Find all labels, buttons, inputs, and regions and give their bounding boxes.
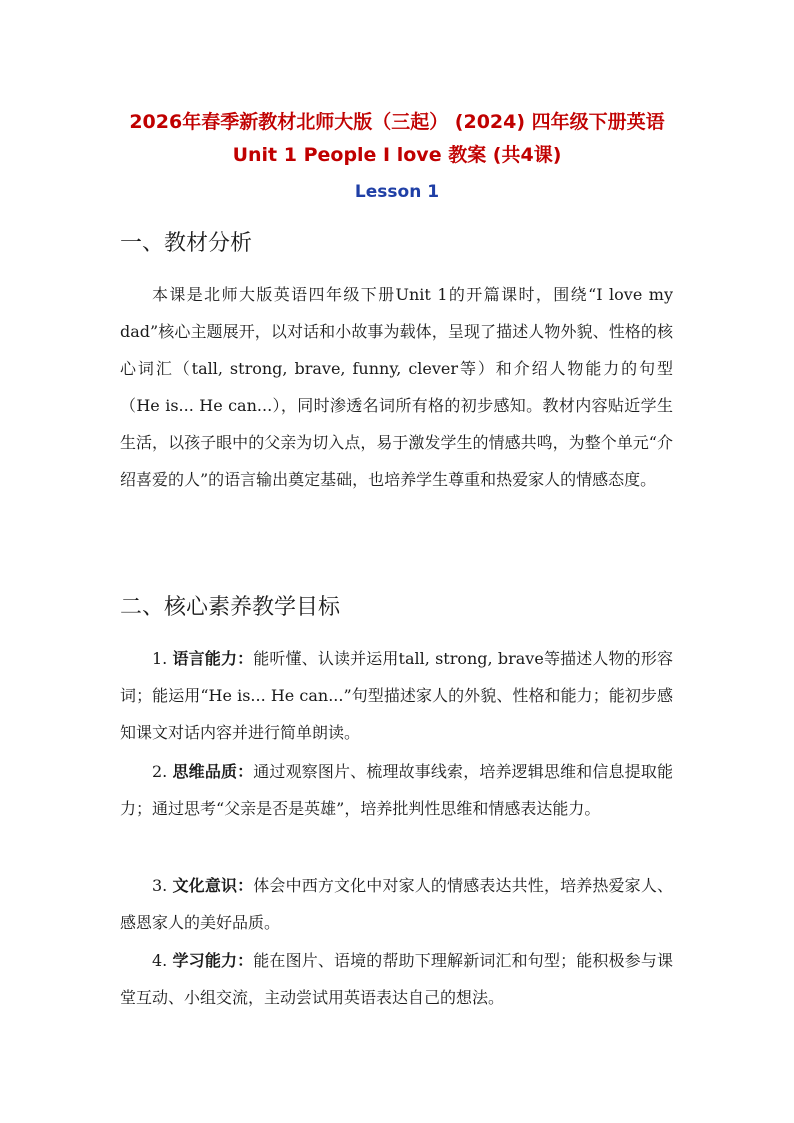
section-heading-textbook-analysis: 一、教材分析 <box>120 231 253 256</box>
objective-label: 文化意识： <box>172 876 254 895</box>
objective-item <box>120 867 673 941</box>
objective-text: 能听懂、认读并运用tall, strong, brave等描述人物的形容词；能运用“He is... He can...”句型描述家人的外貌、性格和能力；能初步感知课文对话内容并进行简单朗读。 <box>120 649 673 742</box>
objective-number: 4. <box>152 951 168 970</box>
objective-label: 学习能力： <box>172 951 254 970</box>
objective-item <box>120 753 673 827</box>
objective-text: 通过观察图片、梳理故事线索，培养逻辑思维和信息提取能力；通过思考“父亲是否是英雄”，培养批判性思维和情感表达能力。 <box>120 762 673 818</box>
objective-label: 语言能力： <box>172 649 254 668</box>
objective-number: 2. <box>152 762 168 781</box>
objective-label: 思维品质： <box>172 762 254 781</box>
objective-item <box>120 942 673 1016</box>
textbook-analysis-paragraph: 本课是北师大版英语四年级下册Unit 1的开篇课时，围绕“I love my dad”核心主题展开，以对话和小故事为载体，呈现了描述人物外貌、性格的核心词汇（tall, strong, brave, funny, clever等）和介绍人物能力的句型（He is... He can...），同时渗透名词所有格的初步感知。教材内容贴近学生生活，以孩子眼中的父亲为切入点，易于激发学生的情感共鸣，为整个单元“介绍喜爱的人”的语言输出奠定基础，也培养学生尊重和热爱家人的情感态度。 <box>120 285 673 489</box>
lesson-heading: Lesson 1 <box>354 182 440 202</box>
objective-number: 1. <box>152 649 168 668</box>
section-heading-teaching-objectives: 二、核心素养教学目标 <box>120 595 341 620</box>
document-title-line-2: Unit 1 People I love 教案 (共4课) <box>232 144 562 166</box>
objective-text: 体会中西方文化中对家人的情感表达共性，培养热爱家人、感恩家人的美好品质。 <box>120 876 673 932</box>
objective-text: 能在图片、语境的帮助下理解新词汇和句型；能积极参与课堂互动、小组交流，主动尝试用英语表达自己的想法。 <box>120 951 673 1007</box>
objective-item <box>120 640 673 751</box>
document-title-line-1: 2026年春季新教材北师大版（三起） (2024) 四年级下册英语 <box>129 111 665 133</box>
objective-number: 3. <box>152 876 168 895</box>
